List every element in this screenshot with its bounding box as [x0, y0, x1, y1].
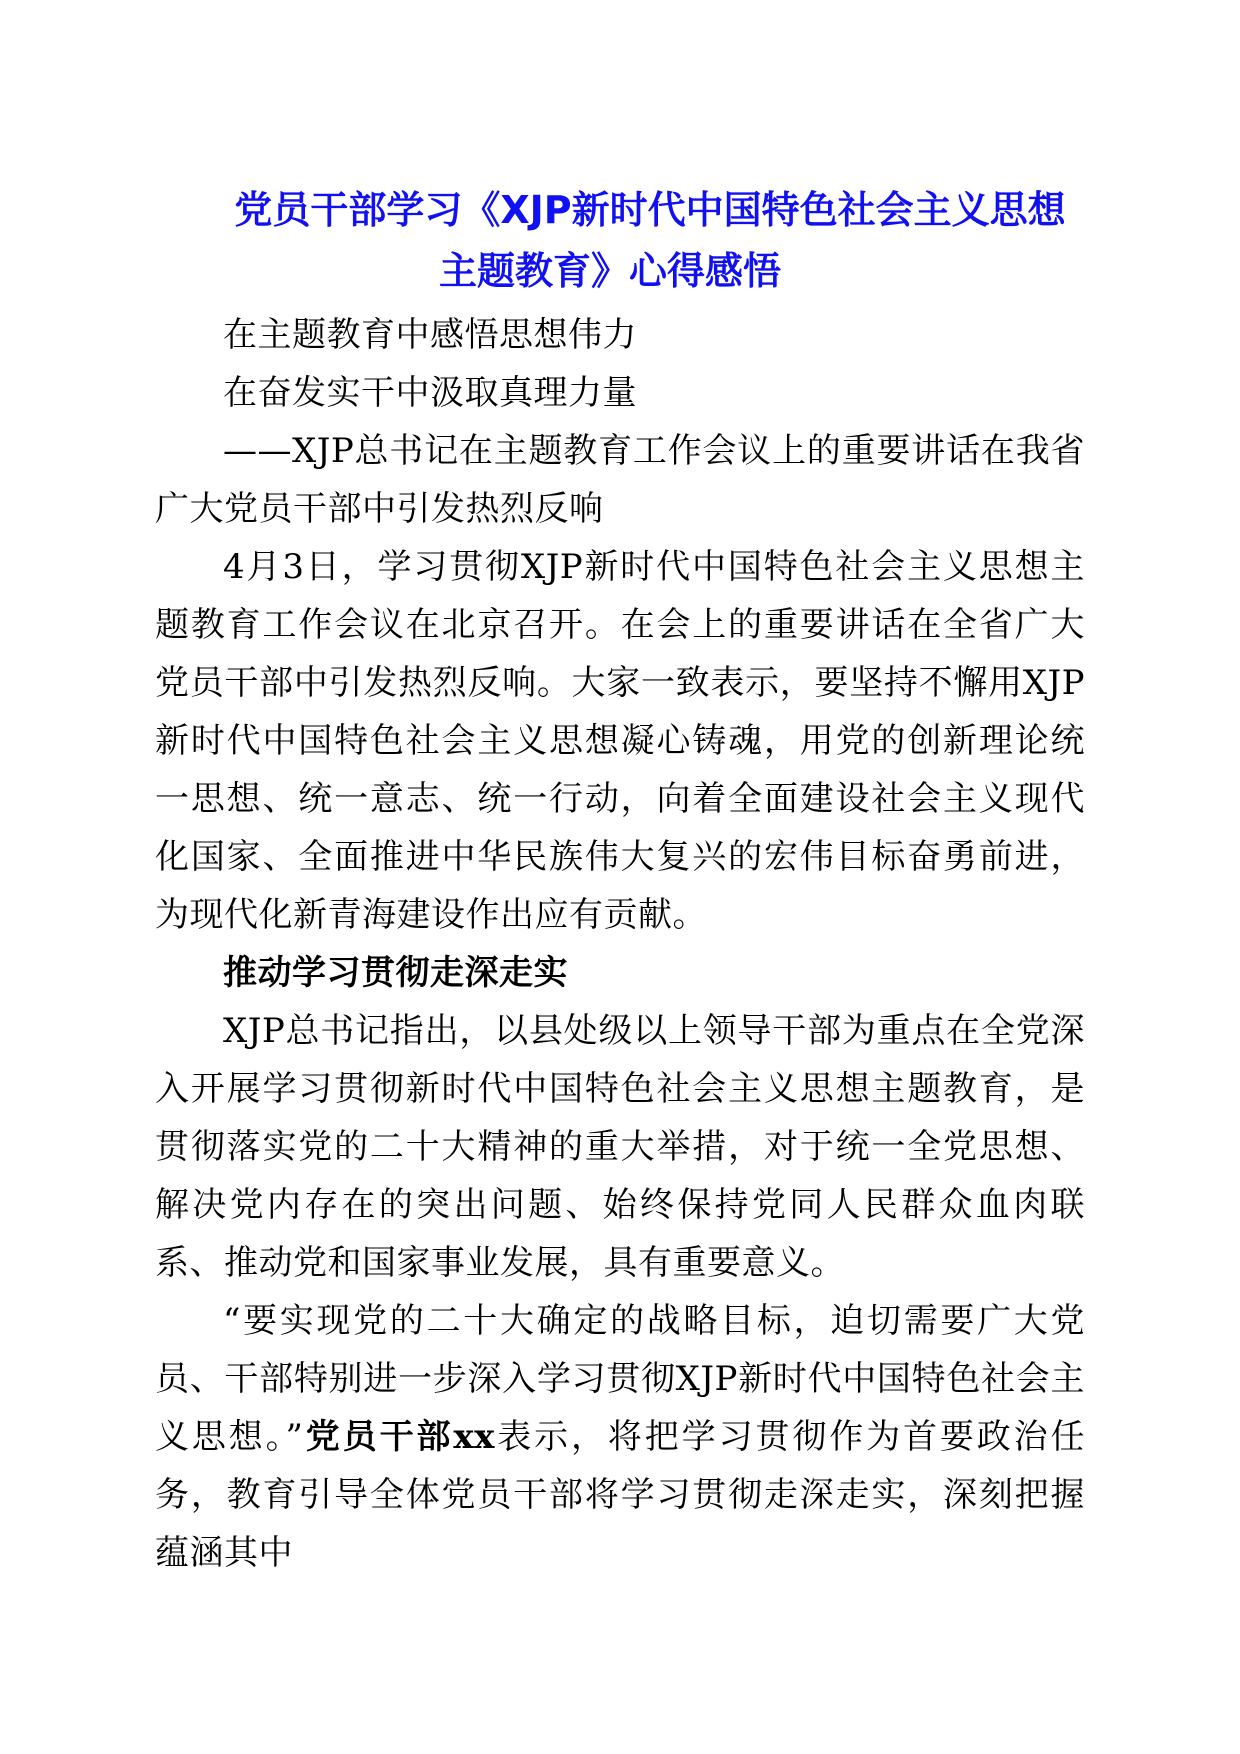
document-title-line-2: 主题教育》心得感悟 — [438, 249, 781, 293]
paragraph-3-speaker: 党员干部xx — [303, 1417, 495, 1457]
subtitle-line-1: 在主题教育中感悟思想伟力 — [223, 315, 637, 355]
paragraph-3 — [155, 1292, 1085, 1582]
paragraph-2: XJP总书记指出，以县处级以上领导干部为重点在全党深入开展学习贯彻新时代中国特色社会主义思想主题教育，是贯彻落实党的二十大精神的重大举措，对于统一全党思想、解决党内存在的突出问题、始终保持党同人民群众血肉联系、推动党和国家事业发展，具有重要意义。 — [155, 1011, 1085, 1283]
section-heading: 推动学习贯彻走深走实 — [223, 953, 568, 993]
document-title-line-1: 党员干部学习《XJP新时代中国特色社会主义思想 — [234, 188, 1066, 232]
paragraph-1: 4月3日，学习贯彻XJP新时代中国特色社会主义思想主题教育工作会议在北京召开。在会上的重要讲话在全省广大党员干部中引发热烈反响。大家一致表示，要坚持不懈用XJP新时代中国特色社会主义思想凝心铸魂，用党的创新理论统一思想、统一意志、统一行动，向着全面建设社会主义现代化国家、全面推进中华民族伟大复兴的宏伟目标奋勇前进，为现代化新青海建设作出应有贡献。 — [155, 547, 1085, 935]
document-body — [155, 306, 1085, 1582]
paragraph-3-quote: “要实现党的二十大确定的战略目标，迫切需要广大党员、干部特别进一步深入学习贯彻XJP新时代中国特色社会主义思想。” — [155, 1301, 1085, 1457]
subtitle-line-3: ——XJP总书记在主题教育工作会议上的重要讲话在我省广大党员干部中引发热烈反响 — [155, 431, 1085, 529]
paragraph-3-rest: 表示，将把学习贯彻作为首要政治任务，教育引导全体党员干部将学习贯彻走深走实，深刻把握蕴涵其中 — [155, 1417, 1086, 1573]
subtitle-line-2: 在奋发实干中汲取真理力量 — [223, 373, 637, 413]
